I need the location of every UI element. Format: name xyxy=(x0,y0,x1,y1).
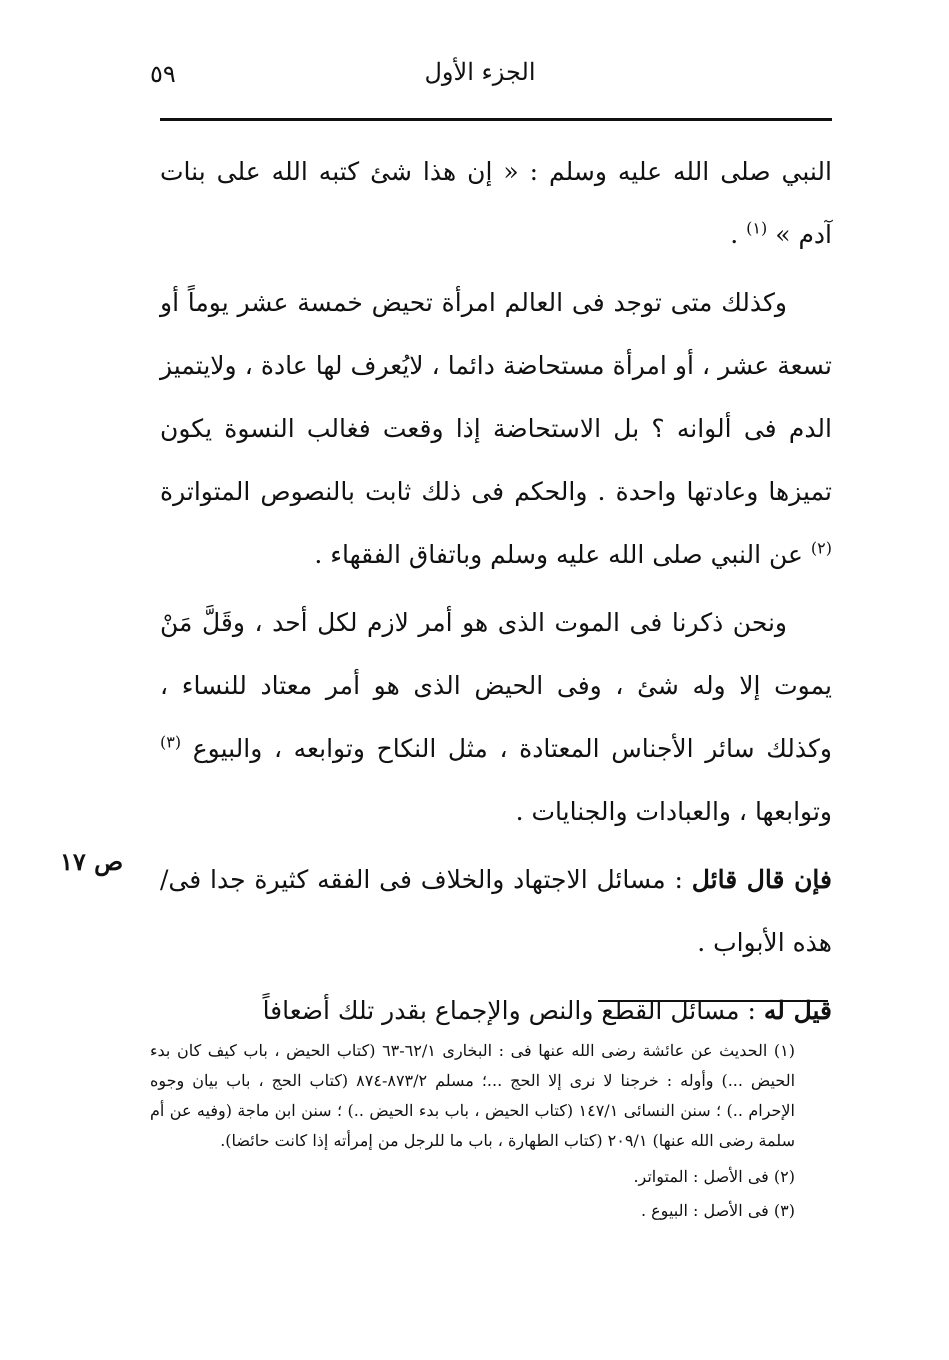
running-header-title: الجزء الأول xyxy=(424,58,536,86)
paragraph-3 xyxy=(160,591,832,843)
paragraph-4 xyxy=(160,848,832,974)
paragraph-1 xyxy=(160,140,832,266)
page-number: ٥٩ xyxy=(150,60,176,88)
paragraph-1-text: النبي صلى الله عليه وسلم : « إن هذا شئ كتبه الله على بنات آدم » xyxy=(160,157,832,249)
footnote-separator xyxy=(598,1000,828,1002)
footnote-3: (٣) فى الأصل : البيوع . xyxy=(640,1201,795,1220)
paragraph-3-text-a: ونحن ذكرنا فى الموت الذى هو أمر لازم لكل أحد ، وقَلَّ مَنْ يموت إلا وله شئ ، وفى الحيض الذى هو أمر معتاد للنساء ، وكذلك سائر الأجناس المعتادة ، مثل النكاح وتوابعه ، والبيوع xyxy=(160,608,832,763)
paragraph-1-end: . xyxy=(730,220,747,249)
header-rule xyxy=(160,118,832,121)
footnotes xyxy=(150,1036,795,1228)
paragraph-2 xyxy=(160,271,832,586)
paragraph-2-text-b: عن النبي صلى الله عليه وسلم وباتفاق الفقهاء . xyxy=(314,540,811,569)
manuscript-page-marker: ص ١٧ xyxy=(60,847,124,876)
paragraph-4-lead: فإن قال قائل xyxy=(691,865,833,894)
main-text xyxy=(160,140,832,1042)
paragraph-5-text: : مسائل القطع والنص والإجماع بقدر تلك أضعافاً xyxy=(262,996,764,1025)
paragraph-4-text: : مسائل الاجتهاد والخلاف فى الفقه كثيرة جدا فى/ هذه الأبواب . xyxy=(160,865,832,957)
footnote-ref-2: (٢) xyxy=(810,538,832,558)
paragraph-5 xyxy=(160,979,832,1042)
footnote-ref-3: (٣) xyxy=(160,732,182,752)
paragraph-3-text-b: وتوابعها ، والعبادات والجنايات . xyxy=(515,797,832,826)
paragraph-5-lead: قيل له xyxy=(763,996,832,1025)
footnote-ref-1: (١) xyxy=(746,218,768,238)
footnote-2: (٢) فى الأصل : المتواتر. xyxy=(633,1167,795,1186)
paragraph-2-text-a: وكذلك متى توجد فى العالم امرأة تحيض خمسة عشر يوماً أو تسعة عشر ، أو امرأة مستحاضة دائما ، لايُعرف لها عادة ، ولايتميز الدم فى ألوانه ؟ بل الاستحاضة إذا وقعت فغالب النسوة يكون تميزها وعادتها واحدة . والحكم فى ذلك ثابت بالنصوص المتواترة xyxy=(160,288,832,506)
footnote-1: (١) الحديث عن عائشة رضى الله عنها فى : البخارى ٦٢/١-٦٣ (كتاب الحيض ، باب كيف كان بدء الحيض ...) وأوله : خرجنا لا نرى إلا الحج ...؛ مسلم ٨٧٣/٢-٨٧٤ (كتاب الحج ، باب بيان وجوه الإحرام ..) ؛ سنن النسائى ١٤٧/١ (كتاب الحيض ، باب بدء الحيض ..) ؛ سنن ابن ماجة (وفيه عن أم سلمة رضى الله عنها) ٢٠٩/١ (كتاب الطهارة ، باب ما للرجل من إمرأته إذا كانت حائضا). xyxy=(150,1041,796,1150)
